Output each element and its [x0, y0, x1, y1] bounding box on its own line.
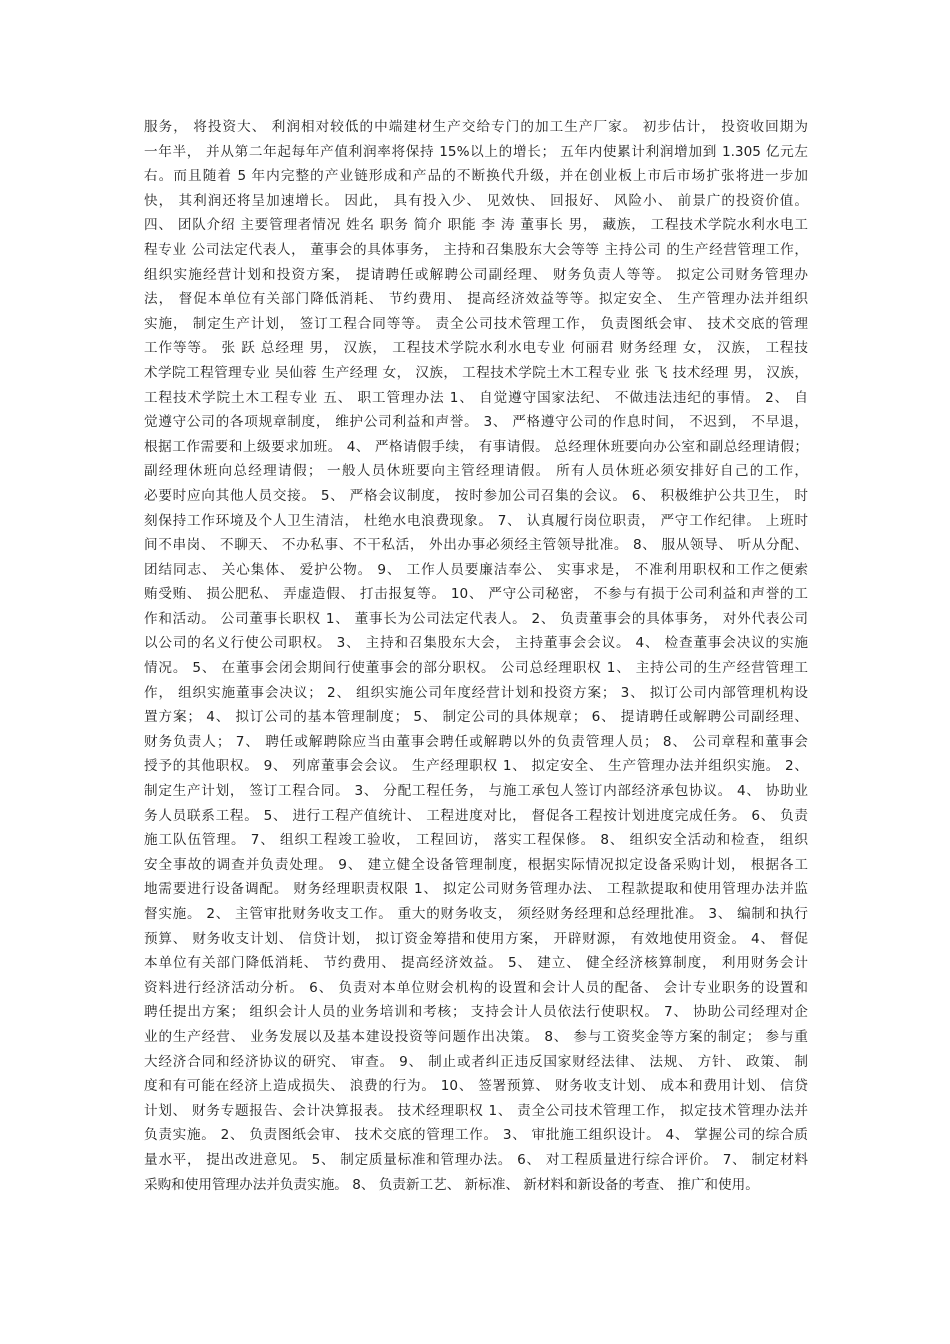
text-line: 工作等等。 张 跃 总经理 男， 汉族， 工程技术学院水利水电专业 何丽君 财务经理 女， 汉族， 工程技	[144, 340, 808, 357]
text-line: 术学院工程管理专业 吴仙蓉 生产经理 女， 汉族， 工程技术学院土木工程专业 张 飞 技术经理 男， 汉族，	[144, 364, 808, 381]
text-line: 觉遵守公司的各项规章制度， 维护公司利益和声誉。 3、 严格遵守公司的作息时间， 不迟到， 不早退，	[144, 414, 808, 431]
text-line: 预算、 财务收支计划、 信贷计划， 拟订资金筹措和使用方案， 开辟财源， 有效地使用资金。 4、 督促	[144, 930, 808, 947]
text-line: 作， 组织实施董事会决议； 2、 组织实施公司年度经营计划和投资方案； 3、 拟订公司内部管理机构设	[144, 684, 808, 701]
text-line: 资料进行经济活动分析。 6、 负责对本单位财会机构的设置和会计人员的配备、 会计专业职务的设置和	[144, 979, 808, 996]
text-line: 度和有可能在经济上造成损失、 浪费的行为。 10、 签署预算、 财务收支计划、 成本和费用计划、 信贷	[144, 1078, 808, 1095]
text-line: 刻保持工作环境及个人卫生清洁， 杜绝水电浪费现象。 7、 认真履行岗位职责， 严守工作纪律。 上班时	[144, 512, 808, 529]
body-text	[144, 115, 808, 1197]
text-line: 法， 督促本单位有关部门降低消耗、 节约费用、 提高经济效益等等。拟定安全、 生产管理办法并组织	[144, 291, 808, 308]
text-line: 地需要进行设备调配。 财务经理职责权限 1、 拟定公司财务管理办法、 工程款提取和使用管理办法并监	[144, 881, 808, 898]
text-line: 安全事故的调查并负责处理。 9、 建立健全设备管理制度，根据实际情况拟定设备采购计划， 根据各工	[144, 856, 808, 873]
text-line: 负责实施。 2、 负责图纸会审、 技术交底的管理工作。 3、 审批施工组织设计。 4、 掌握公司的综合质	[144, 1127, 808, 1144]
text-line: 计划、 财务专题报告、会计决算报表。 技术经理职权 1、 责全公司技术管理工作， 拟定技术管理办法并	[144, 1102, 808, 1119]
text-line: 必要时应向其他人员交接。 5、 严格会议制度， 按时参加公司召集的会议。 6、 积极维护公共卫生， 时	[144, 487, 808, 504]
text-line: 程专业 公司法定代表人， 董事会的具体事务， 主持和召集股东大会等等 主持公司 的生产经营管理工作，	[144, 241, 808, 258]
text-line: 施工队伍管理。 7、 组织工程竣工验收， 工程回访， 落实工程保修。 8、 组织安全活动和检查， 组织	[144, 832, 808, 849]
text-line: 置方案； 4、 拟订公司的基本管理制度； 5、 制定公司的具体规章； 6、 提请聘任或解聘公司副经理、	[144, 709, 808, 726]
text-line: 授予的其他职权。 9、 列席董事会会议。 生产经理职权 1、 拟定安全、 生产管理办法并组织实施。 2、	[144, 758, 808, 775]
text-line: 贿受贿、 损公肥私、 弄虚造假、 打击报复等。 10、 严守公司秘密， 不参与有损于公司利益和声誉的工	[144, 586, 808, 603]
text-line: 作和活动。 公司董事长职权 1、 董事长为公司法定代表人。 2、 负责董事会的具体事务， 对外代表公司	[144, 610, 808, 627]
text-line: 财务负责人； 7、 聘任或解聘除应当由董事会聘任或解聘以外的负责管理人员； 8、 公司章程和董事会	[144, 733, 808, 750]
text-line: 情况。 5、 在董事会闭会期间行使董事会的部分职权。 公司总经理职权 1、 主持公司的生产经营管理工	[144, 660, 808, 677]
text-line: 服务， 将投资大、 利润相对较低的中端建材生产交给专门的加工生产厂家。 初步估计， 投资收回期为	[144, 119, 808, 135]
text-line: 间不串岗、 不聊天、 不办私事、不干私活， 外出办事必须经主管领导批准。 8、 服从领导、 听从分配、	[144, 537, 808, 554]
text-line: 以公司的名义行使公司职权。 3、 主持和召集股东大会， 主持董事会会议。 4、 检查董事会决议的实施	[144, 635, 808, 652]
text-line: 本单位有关部门降低消耗、 节约费用、 提高经济效益。 5、 建立、 健全经济核算制度， 利用财务会计	[144, 955, 808, 972]
text-line: 督实施。 2、 主管审批财务收支工作。 重大的财务收支， 须经财务经理和总经理批准。 3、 编制和执行	[144, 906, 808, 922]
text-line: 组织实施经营计划和投资方案， 提请聘任或解聘公司副经理、 财务负责人等等。 拟定公司财务管理办	[144, 266, 808, 283]
text-line: 团结同志、 关心集体、 爱护公物。 9、 工作人员要廉洁奉公、 实事求是， 不准利用职权和工作之便索	[144, 561, 808, 578]
text-line: 务人员联系工程。 5、 进行工程产值统计、 工程进度对比， 督促各工程按计划进度完成任务。 6、 负责	[144, 807, 808, 824]
text-line: 采购和使用管理办法并负责实施。 8、 负责新工艺、 新标准、 新材料和新设备的考查、 推广和使用。	[144, 1176, 759, 1193]
text-line: 右。而且随着 5 年内完整的产业链形成和产品的不断换代升级，并在创业板上市后市场扩张将进一步加	[144, 168, 808, 185]
text-line: 业的生产经营、 业务发展以及基本建设投资等问题作出决策。 8、 参与工资奖金等方案的制定； 参与重	[144, 1028, 808, 1045]
text-line: 大经济合同和经济协议的研究、 审查。 9、 制止或者纠正违反国家财经法律、 法规、 方针、 政策、 制	[144, 1053, 808, 1070]
text-line: 实施， 制定生产计划， 签订工程合同等等。 责全公司技术管理工作， 负责图纸会审、 技术交底的管理	[144, 315, 808, 332]
text-line: 快， 其利润还将呈加速增长。 因此， 具有投入少、 见效快、 回报好、 风险小、 前景广的投资价值。	[144, 192, 808, 209]
text-line: 制定生产计划， 签订工程合同。 3、 分配工程任务， 与施工承包人签订内部经济承包协议。 4、 协助业	[144, 783, 808, 800]
text-line: 一年半， 并从第二年起每年产值利润率将保持 15%以上的增长； 五年内使累计利润增加到 1.305 亿元左	[144, 143, 808, 160]
text-line: 量水平， 提出改进意见。 5、 制定质量标准和管理办法。 6、 对工程质量进行综合评价。 7、 制定材料	[144, 1151, 808, 1168]
text-line: 工程技术学院土木工程专业 五、 职工管理办法 1、 自觉遵守国家法纪、 不做违法违纪的事情。 2、 自	[144, 389, 808, 406]
text-line: 副经理休班向总经理请假； 一般人员休班要向主管经理请假。 所有人员休班必须安排好自己的工作，	[144, 463, 808, 480]
text-line: 四、 团队介绍 主要管理者情况 姓名 职务 简介 职能 李 涛 董事长 男， 藏族， 工程技术学院水利水电工	[144, 217, 808, 234]
text-line: 聘任提出方案； 组织会计人员的业务培训和考核； 支持会计人员依法行使职权。 7、 协助公司经理对企	[144, 1004, 808, 1021]
text-line: 根据工作需要和上级要求加班。 4、 严格请假手续， 有事请假。 总经理休班要向办公室和副总经理请假；	[144, 438, 808, 455]
